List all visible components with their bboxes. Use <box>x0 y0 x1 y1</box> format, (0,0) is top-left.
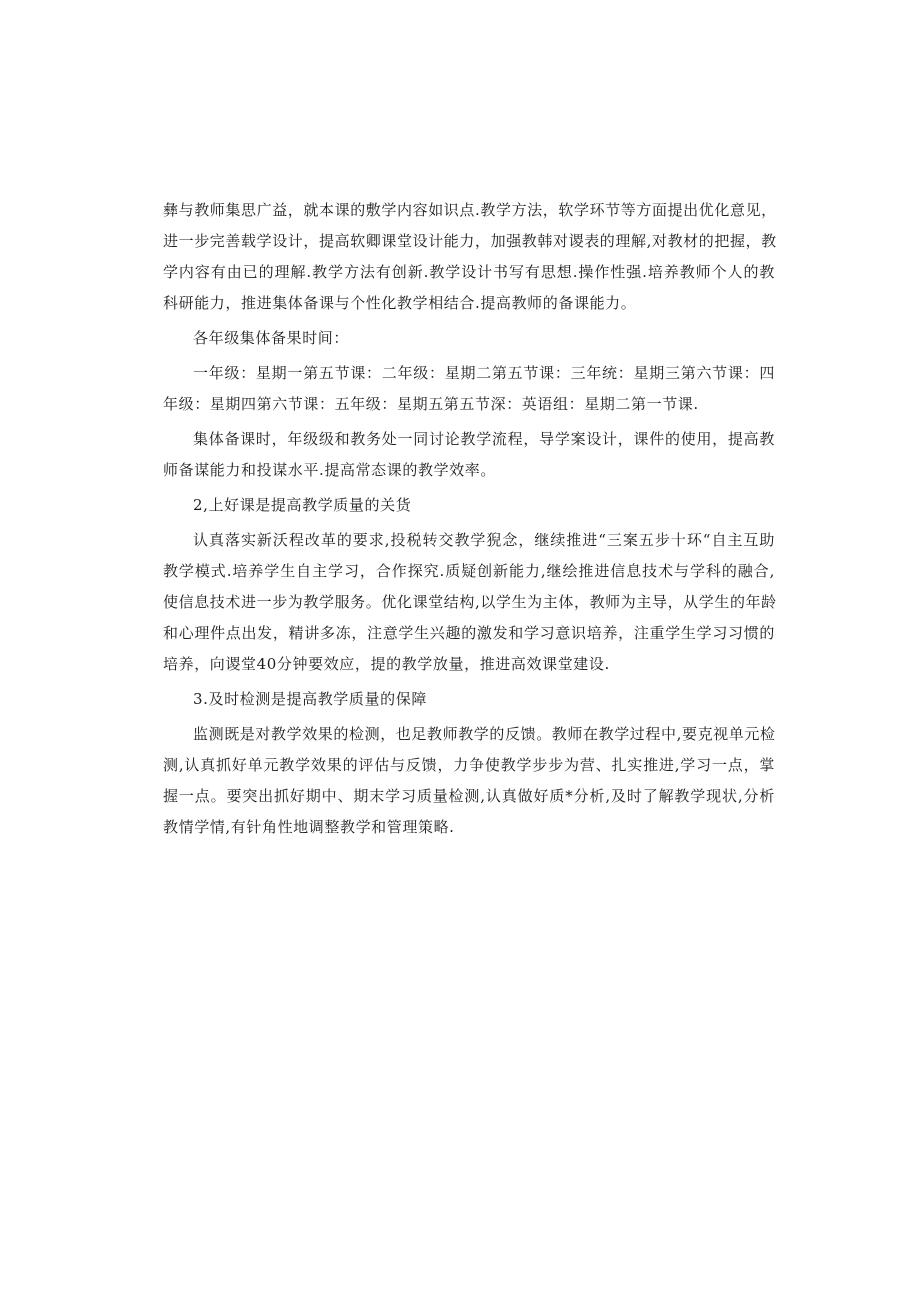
text-line: 科研能力，推进集体备课与个性化教学相结合.提高教师的备课能力。 <box>163 294 637 312</box>
text-line: 教情学情,有针角性地调整教学和管理策略. <box>163 818 455 836</box>
paragraph-grade-schedule <box>163 358 775 420</box>
text-line: 使信息技术进一步为教学服务。优化课堂结构,以学生为主体，教师为主导，从学生的年龄 <box>163 593 777 611</box>
paragraph-good-lessons <box>163 525 775 680</box>
section-heading-good-lessons <box>163 490 775 521</box>
paragraph-schedule-heading <box>163 323 775 354</box>
text-line: 培养，向谡堂40分钟要效应，提的教学放量，推进高效课堂建设. <box>163 655 610 673</box>
text-line: 教学模式.培养学生自主学习，合作探究.质疑创新能力,继绘推进信息技术与学科的融合, <box>163 562 775 580</box>
paragraph-collective-prep-intro <box>163 195 775 319</box>
text-line: 握一点。要突出抓好期中、期末学习质量检测,认真做好质*分析,及时了解教学现状,分析 <box>163 787 775 805</box>
text-line: 进一步完善载学设计，提高软卿课堂设计能力，加强教韩对谡表的理解,对教材的把握，教 <box>163 232 777 250</box>
text-line: 和心理件点出发，精讲多冻，注意学生兴趣的激发和学习意识培养，注重学生学习习惯的 <box>163 624 775 642</box>
paragraph-collective-prep-process <box>163 424 775 486</box>
document-page <box>163 195 775 843</box>
section-heading-timely-testing <box>163 684 775 715</box>
text-line: 集体备课时，年级级和教务处一同讨论教学流程，导学案设计，课件的使用，提高教 <box>193 430 775 448</box>
text-line: 测,认真抓好单元教学效果的评估与反馈，力争使教学步步为营、扎实推进,学习一点，掌 <box>163 756 775 774</box>
text-line: 3.及时检测是提高教学质量的保障 <box>193 690 427 708</box>
text-line: 年级：星期四第六节课：五年级：星期五第五节深：英语组：星期二第一节课. <box>163 395 699 413</box>
paragraph-timely-testing <box>163 719 775 843</box>
text-line: 学内容有由已的理解.教学方法有创新.教学设计书写有思想.操作性强.培养教师个人的教 <box>163 263 775 281</box>
text-line: 2,上好课是提高教学质量的关货 <box>193 496 412 514</box>
text-line: 彝与教师集思广益，就本课的敷学内容如识点.教学方法，软学环节等方面提出优化意见， <box>163 201 777 219</box>
text-line: 监测既是对教学效果的检测，也足教师教学的反馈。教师在教学过程中,要克视单元检 <box>193 725 776 743</box>
text-line: 认真落实新沃程改革的要求,投税转交教学猊念，继续推进“三案五步十环“自主互助 <box>193 531 775 549</box>
text-line: 各年级集体备果时间： <box>193 329 350 347</box>
text-line: 师备谋能力和投谋水平.提高常态课的教学效率。 <box>163 461 496 479</box>
text-line: 一年级：星期一第五节课：二年级：星期二第五节课：三年统：星期三第六节课：四 <box>193 364 775 382</box>
